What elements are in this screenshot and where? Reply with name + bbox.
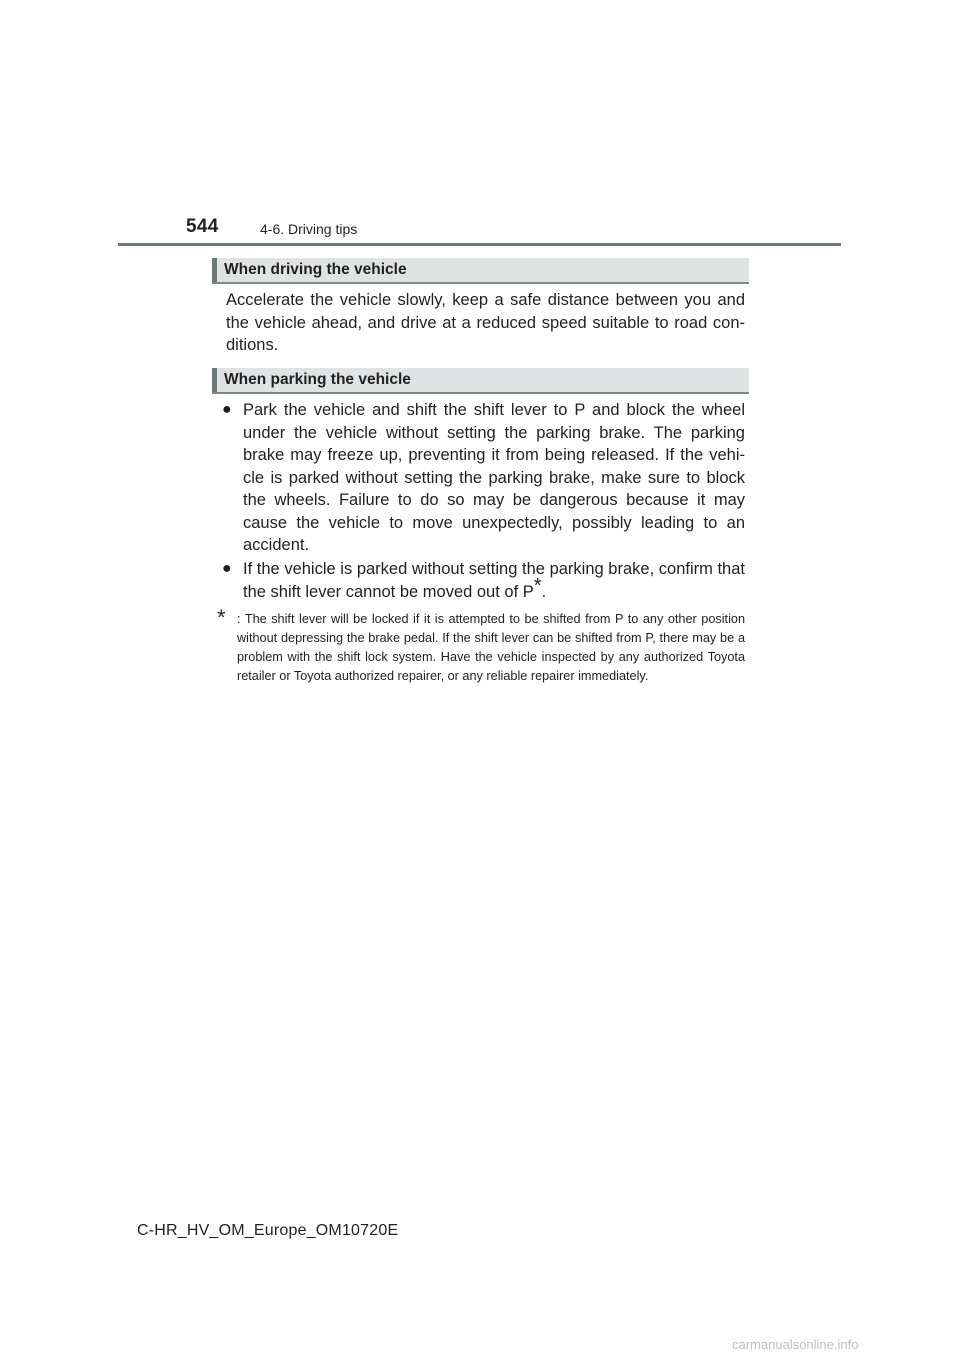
bullet-icon: ● xyxy=(222,560,232,577)
bullet-text: Park the vehicle and shift the shift lever to P and block the wheel under the vehicle without setting the parking brake. The parking brake may freeze up, preventing it from being released. If the vehi-cle is parked without setting the parking brake, make sure to block the wheels. Failure to do so may be dangerous because it may cause the vehicle to move unexpectedly, possibly leading to an accident. xyxy=(243,401,745,554)
bullet-icon: ● xyxy=(222,401,232,418)
bullet-text-end: . xyxy=(541,582,547,601)
heading-driving-title: When driving the vehicle xyxy=(224,261,407,278)
list-item xyxy=(222,558,745,603)
heading-parking xyxy=(212,368,749,394)
footer-doc-id: C-HR_HV_OM_Europe_OM10720E xyxy=(137,1222,399,1239)
heading-parking-title: When parking the vehicle xyxy=(224,371,411,388)
footnote xyxy=(217,605,745,686)
header-divider xyxy=(118,243,841,246)
watermark: carmanualsonline.info xyxy=(732,1337,859,1352)
heading-driving xyxy=(212,258,749,284)
page-number: 544 xyxy=(186,216,219,237)
list-item xyxy=(222,399,745,557)
bullet-text xyxy=(243,558,745,603)
driving-paragraph: Accelerate the vehicle slowly, keep a safe distance between you and the vehicle ahead, and drive at a reduced speed suitable to road con-ditions. xyxy=(226,291,745,354)
section-label: 4-6. Driving tips xyxy=(260,221,358,237)
heading-accent xyxy=(212,258,217,282)
heading-accent xyxy=(212,368,217,392)
footnote-ref: * xyxy=(533,574,542,597)
bullet-text-body: If the vehicle is parked without setting the parking brake, confirm that the shift lever cannot be moved out of P xyxy=(243,560,745,601)
footnote-marker: * xyxy=(217,605,226,630)
footnote-text: : The shift lever will be locked if it is attempted to be shifted from P to any other position without depressing the brake pedal. If the shift lever can be shifted from P, there may be a problem with the shift lock system. Have the vehicle inspected by any authorized Toyota retailer or Toyota authorized repairer, or any reliable repairer immediately. xyxy=(237,612,745,683)
